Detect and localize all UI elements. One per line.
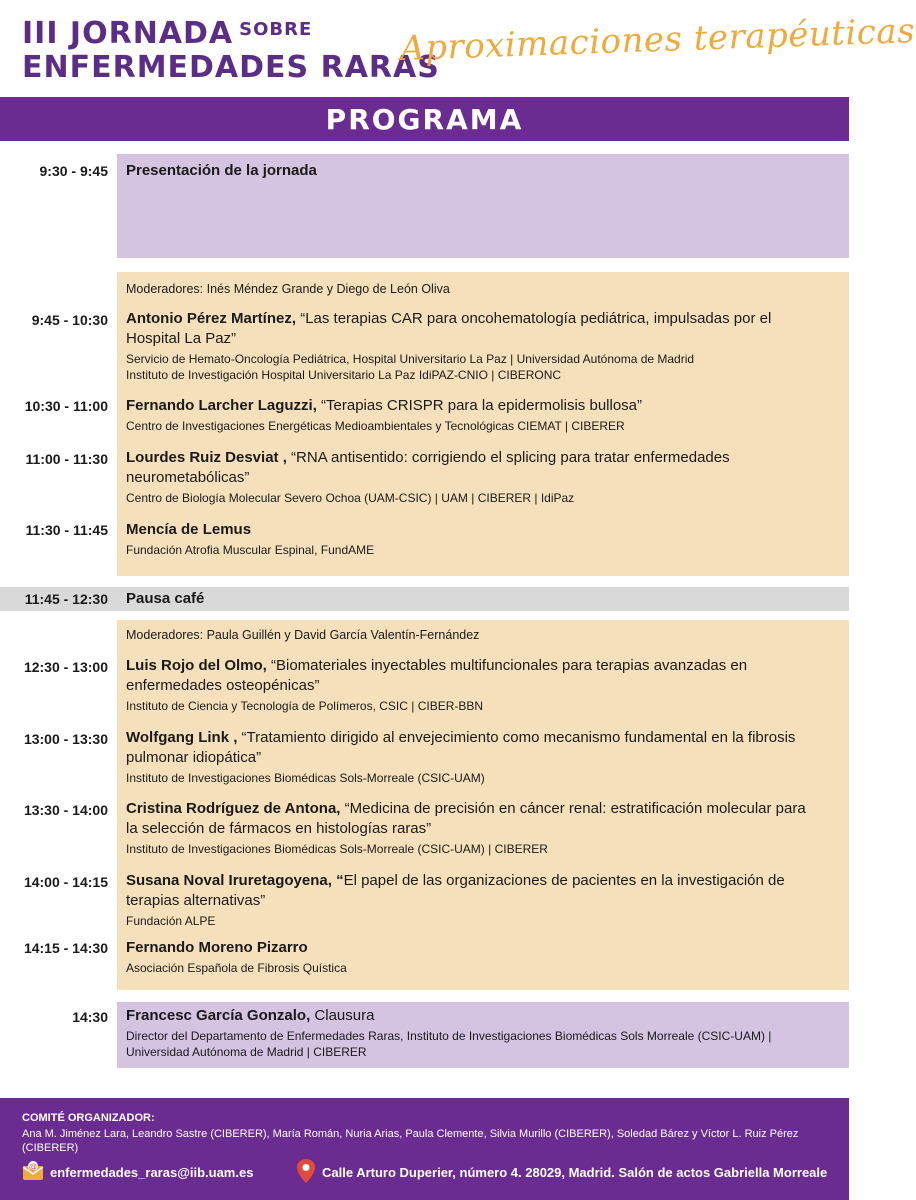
affiliation: Asociación Española de Fibrosis Quística xyxy=(126,961,347,975)
organizing-committee-title: COMITÉ ORGANIZADOR: xyxy=(22,1112,155,1124)
time-label: 14:15 - 14:30 xyxy=(23,940,108,956)
affiliation: Instituto de Investigación Hospital Universitario La Paz IdiPAZ-CNIO | CIBERONC xyxy=(126,368,562,382)
time-label: 11:30 - 11:45 xyxy=(25,522,108,538)
time-label: 11:00 - 11:30 xyxy=(25,451,108,467)
affiliation: Centro de Investigaciones Energéticas Medioambientales y Tecnológicas CIEMAT | CIBERER xyxy=(126,419,625,433)
speaker-name: Antonio Pérez Martínez, xyxy=(126,310,297,327)
speaker-name: Susana Noval Iruretagoyena, “ xyxy=(126,872,344,889)
event-title-line1 xyxy=(22,16,312,51)
talk-item xyxy=(126,396,820,434)
time-label: 14:00 - 14:15 xyxy=(23,874,108,890)
talk-item xyxy=(126,728,820,786)
talk-title: “Terapias CRISPR para la epidermolisis bullosa” xyxy=(316,397,643,414)
time-label: 9:45 - 10:30 xyxy=(31,312,108,328)
speaker-name: Fernando Larcher Laguzzi, xyxy=(126,397,317,414)
talk-item xyxy=(126,938,820,976)
program-banner: PROGRAMA xyxy=(0,97,849,141)
affiliation: Servicio de Hemato-Oncología Pediátrica, Hospital Universitario La Paz | Universidad Autónoma de Madrid xyxy=(126,352,695,366)
contact-email[interactable]: enfermedades_raras@iib.uam.es xyxy=(50,1165,254,1180)
event-title-line2: ENFERMEDADES RARAS xyxy=(22,50,440,85)
event-title-main: III JORNADA xyxy=(22,16,234,51)
speaker-name: Fernando Moreno Pizarro xyxy=(126,939,308,956)
talk-title: El papel de las organizaciones de pacientes en la investigación de terapias alternativas” xyxy=(126,872,785,909)
time-label: 13:30 - 14:00 xyxy=(23,802,108,818)
moderators: Moderadores: Inés Méndez Grande y Diego de León Oliva xyxy=(126,282,450,296)
talk-item xyxy=(126,871,820,929)
time-label: 11:45 - 12:30 xyxy=(24,591,108,607)
talk-title: “Medicina de precisión en cáncer renal: estratificación molecular para la selección de fármacos en histologías raras” xyxy=(126,800,806,837)
talk-title: “Biomateriales inyectables multifuncionales para terapias avanzadas en enfermedades osteopénicas” xyxy=(126,657,748,694)
speaker-name: Cristina Rodríguez de Antona, xyxy=(126,800,341,817)
speaker-name: Lourdes Ruiz Desviat , xyxy=(126,449,287,466)
talk-title: “Las terapias CAR para oncohematología pediátrica, impulsadas por el Hospital La Paz” xyxy=(126,310,772,347)
talk-title: “RNA antisentido: corrigiendo el splicing para tratar enfermedades neurometabólicas” xyxy=(126,449,730,486)
time-label: 10:30 - 11:00 xyxy=(24,398,108,414)
svg-text:@: @ xyxy=(29,1162,37,1171)
talk-item xyxy=(126,520,820,558)
affiliation: Centro de Biología Molecular Severo Ochoa (UAM-CSIC) | UAM | CIBERER | IdiPaz xyxy=(126,491,575,505)
affiliation: Instituto de Investigaciones Biomédicas Sols-Morreale (CSIC-UAM) | CIBERER xyxy=(126,842,548,856)
session-title: Presentación de la jornada xyxy=(126,162,317,179)
affiliation: Director del Departamento de Enfermedades Raras, Instituto de Investigaciones Biomédicas Sols Morreale (CSIC-UAM) | Universidad Autónoma de Madrid | CIBERER xyxy=(126,1029,772,1059)
time-label: 9:30 - 9:45 xyxy=(39,163,108,179)
talk-item xyxy=(126,656,820,714)
affiliation: Fundación Atrofia Muscular Espinal, FundAME xyxy=(126,543,375,557)
organizing-committee-names: Ana M. Jiménez Lara, Leandro Sastre (CIBERER), María Román, Nuria Arias, Paula Clemente, Silvia Murillo (CIBERER), Soledad Bárez y Víctor L. Ruiz Pérez (CIBERER) xyxy=(22,1128,799,1154)
speaker-name: Luis Rojo del Olmo, xyxy=(126,657,267,674)
affiliation: Fundación ALPE xyxy=(126,914,216,928)
talk-item xyxy=(126,309,820,383)
speaker-name: Francesc García Gonzalo, xyxy=(126,1007,311,1024)
event-title-small: SOBRE xyxy=(239,19,313,40)
talk-title: “Tratamiento dirigido al envejecimiento como mecanismo fundamental en la fibrosis pulmonar idiopática” xyxy=(126,729,796,766)
event-subtitle: Aproximaciones terapéuticas xyxy=(399,11,916,69)
affiliation: Instituto de Ciencia y Tecnología de Polímeros, CSIC | CIBER-BBN xyxy=(126,699,484,713)
talk-title: Clausura xyxy=(310,1007,375,1024)
talk-item xyxy=(126,448,820,506)
coffee-break-title: Pausa café xyxy=(126,590,205,607)
talk-item xyxy=(126,799,820,857)
location-pin-icon xyxy=(296,1158,316,1184)
time-label: 13:00 - 13:30 xyxy=(23,731,108,747)
venue-address: Calle Arturo Duperier, número 4. 28029, Madrid. Salón de actos Gabriella Morreale xyxy=(322,1165,828,1180)
affiliation: Instituto de Investigaciones Biomédicas Sols-Morreale (CSIC-UAM) xyxy=(126,771,485,785)
moderators: Moderadores: Paula Guillén y David García Valentín-Fernández xyxy=(126,628,480,642)
speaker-name: Wolfgang Link , xyxy=(126,729,238,746)
speaker-name: Mencía de Lemus xyxy=(126,521,252,538)
time-label: 12:30 - 13:00 xyxy=(23,659,108,675)
talk-item xyxy=(126,1006,820,1060)
email-icon xyxy=(22,1160,44,1182)
time-label: 14:30 xyxy=(72,1009,108,1025)
